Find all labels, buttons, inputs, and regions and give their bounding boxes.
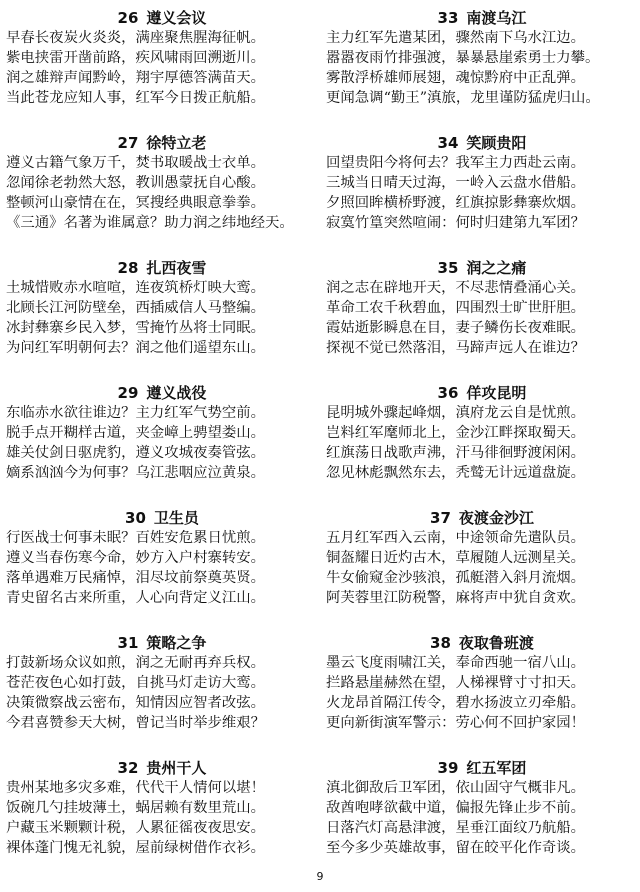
poem-title-text: 笑顾贵阳	[466, 134, 527, 152]
poem-line: 贵州某地多灾多难，代代干人情何以堪！	[6, 780, 266, 796]
poem-line: 更闻急调“勤王”滇旅，龙里谨防猛虎归山。	[326, 90, 600, 106]
poem-line: 户藏玉米颗颗计税，人累征徭夜夜思安。	[6, 820, 266, 836]
poem-line: 霞姑逝影瞬息在目，妻子鳞伤长夜难眠。	[326, 320, 586, 336]
poem-37	[326, 508, 638, 633]
right-column	[326, 8, 638, 883]
poem-title	[326, 508, 638, 528]
poem-number: 30	[125, 509, 146, 527]
poem-title	[326, 258, 638, 278]
poem-line: 雾散浮桥雄师展翅，魂惊黔府中正乱弹。	[326, 70, 586, 86]
poem-title	[326, 133, 638, 153]
poem-line: 探视不觉已然落泪，马蹄声远人在谁边？	[326, 340, 586, 356]
page-number: 9	[316, 870, 324, 883]
poem-title	[6, 758, 318, 778]
poem-line: 阿芙蓉里江防税警，麻将声中犹自贪欢。	[326, 590, 586, 606]
poem-line: 冰封彝寨乡民入梦，雪掩竹丛将士同眠。	[6, 320, 266, 336]
poem-line: 五月红军西入云南，中途领命先遣队员。	[326, 530, 586, 546]
poem-line: 当此苍龙应知人事，红军今日拨正航船。	[6, 90, 266, 106]
poem-line: 三城当日晴天过海，一岭入云盘水借船。	[326, 175, 586, 191]
poem-26	[6, 8, 318, 133]
poem-line: 铜盔耀日近灼古木，草履随人远测星关。	[326, 550, 586, 566]
poem-line: 打鼓新场众议如煎，润之无耐再弃兵权。	[6, 655, 266, 671]
poem-28	[6, 258, 318, 383]
left-column	[6, 8, 318, 883]
poem-line: 整顿河山豪情在在，冥搜经典眼意拳拳。	[6, 195, 266, 211]
poem-number: 28	[117, 259, 139, 277]
poem-line: 寂寞竹篁突然喧闹：何时归建第九军团？	[326, 215, 586, 231]
poem-33	[326, 8, 638, 133]
poem-number: 37	[430, 509, 451, 527]
poem-line: 革命工农千秋碧血，四围烈士旷世肝胆。	[326, 300, 586, 316]
poem-line: 红旗荡日战歌声沸，汗马徘徊野渡闲闲。	[326, 445, 586, 461]
poem-line: 遵义古籍气象万千，焚书取暖战士衣单。	[6, 155, 266, 171]
poem-title	[326, 633, 638, 653]
poem-line: 紫电挟雷开凿前路，疾风啸雨回溯逝川。	[6, 50, 266, 66]
poem-line: 脱手点开糊样古道，夹金嶂上骋望娄山。	[6, 425, 266, 441]
poem-title-text: 夜取鲁班渡	[458, 634, 534, 652]
poem-title-text: 夜渡金沙江	[458, 509, 534, 527]
poem-line: 裸体蓬门愧无礼貌，屋前绿树借作衣衫。	[6, 840, 266, 856]
poem-title-text: 遵义会议	[146, 9, 207, 27]
poem-title-text: 策略之争	[146, 634, 207, 652]
poem-title	[6, 383, 318, 403]
poem-number: 36	[437, 384, 459, 402]
poem-line: 拦路悬崖赫然在望，人梯裸臂寸寸扣天。	[326, 675, 586, 691]
poem-title	[6, 258, 318, 278]
poem-34	[326, 133, 638, 258]
poem-title-text: 红五军团	[466, 759, 527, 777]
poem-line: 昆明城外骤起峰烟，滇府龙云自是忧煎。	[326, 405, 586, 421]
poem-line: 忽见林彪飘然东去，秃鹫无计远道盘旋。	[326, 465, 586, 481]
poem-36	[326, 383, 638, 508]
poem-title	[6, 8, 318, 28]
poem-line: 牛女偷窥金沙骇浪，孤艇潜入斜月流烟。	[326, 570, 586, 586]
poem-title-text: 扎西夜雪	[146, 259, 207, 277]
poem-number: 26	[117, 9, 139, 27]
poem-line: 北顾长江河防壁垒，西插威信人马整编。	[6, 300, 266, 316]
poem-30	[6, 508, 318, 633]
poem-title	[326, 8, 638, 28]
poem-line: 早春长夜炭火炎炎，满座聚焦腥海征帆。	[6, 30, 266, 46]
poem-line: 火龙昂首隔江传令，碧水扬波立刃牵船。	[326, 695, 586, 711]
poem-title	[326, 758, 638, 778]
poem-number: 29	[117, 384, 139, 402]
poem-line: 饭碗几勺挂坡薄土，蜗居赖有数里荒山。	[6, 800, 266, 816]
poem-title-text: 润之之痛	[466, 259, 527, 277]
poem-line: 敌酋咆哮欲截中道，偏报先锋止步不前。	[326, 800, 586, 816]
poem-27	[6, 133, 318, 258]
poem-line: 遵义当春伤寒今命，妙方入户村寨转安。	[6, 550, 266, 566]
poem-line: 墨云飞度雨啸江关，奉命西驰一宿八山。	[326, 655, 586, 671]
poem-line: 滇北御敌后卫军团，依山固守气概非凡。	[326, 780, 586, 796]
poem-line: 《三通》名著为谁属意？助力润之纬地经天。	[6, 215, 294, 231]
poem-line: 岂料红军麾师北上，金沙江畔探取蜀天。	[326, 425, 586, 441]
poem-line: 决策微察战云密布，知情因应智者改弦。	[6, 695, 266, 711]
poem-38	[326, 633, 638, 758]
poem-line: 夕照回眸横桥野渡，红旗掠影彝寨炊烟。	[326, 195, 586, 211]
poem-line: 日落汽灯高悬津渡，星垂江面纹乃航船。	[326, 820, 586, 836]
poem-line: 嚣嚣夜雨竹排强渡，暴暴悬崖索勇士力攀。	[326, 50, 600, 66]
poem-line: 至今多少英雄故事，留在皎平化作奇谈。	[326, 840, 586, 856]
poem-line: 东临赤水欲往谁边？主力红军气势空前。	[6, 405, 266, 421]
poem-line: 润之雄辩声闻黔岭，翔宇厚德答满苗天。	[6, 70, 266, 86]
poem-line: 雄关仗剑日驱虎豹，遵义攻城夜奏管弦。	[6, 445, 266, 461]
poem-number: 34	[437, 134, 459, 152]
poem-line: 嫡系汹汹今为何事？乌江悲咽应泣黄泉。	[6, 465, 266, 481]
poem-number: 39	[437, 759, 459, 777]
poem-title-text: 卫生员	[153, 509, 199, 527]
poem-line: 回望贵阳今将何去？我军主力西赴云南。	[326, 155, 586, 171]
poem-line: 为问红军明朝何去？润之他们遥望东山。	[6, 340, 266, 356]
poem-number: 32	[117, 759, 139, 777]
poem-35	[326, 258, 638, 383]
poem-number: 38	[430, 634, 451, 652]
poem-31	[6, 633, 318, 758]
poem-line: 青史留名古来所重，人心向背定义江山。	[6, 590, 266, 606]
poem-number: 31	[117, 634, 139, 652]
poem-title	[6, 133, 318, 153]
poem-line: 润之志在辟地开天，不尽悲情叠涌心关。	[326, 280, 586, 296]
poem-title	[6, 508, 318, 528]
poem-line: 主力红军先遣某团，骤然南下乌水江边。	[326, 30, 586, 46]
poem-29	[6, 383, 318, 508]
poem-title-text: 遵义战役	[146, 384, 207, 402]
poem-32	[6, 758, 318, 883]
poem-39	[326, 758, 638, 883]
poem-line: 落单遇难万民痛悼，泪尽坟前祭奠英贤。	[6, 570, 266, 586]
poem-title-text: 贵州干人	[146, 759, 207, 777]
poem-number: 35	[437, 259, 459, 277]
poem-line: 更向新街演军警示：劳心何不回护家园！	[326, 715, 586, 731]
poem-line: 苍茫夜色心如打鼓，自挑马灯走访大鸾。	[6, 675, 266, 691]
poem-title	[326, 383, 638, 403]
poem-number: 33	[437, 9, 459, 27]
poem-title	[6, 633, 318, 653]
poem-line: 土城惜败赤水喧喧，连夜筑桥灯映大鸾。	[6, 280, 266, 296]
poem-title-text: 徐特立老	[146, 134, 207, 152]
poem-line: 忽闻徐老勃然大怒，教训愚蒙抚自心酸。	[6, 175, 266, 191]
poem-line: 行医战士何事未眠？百姓安危累日忧煎。	[6, 530, 266, 546]
poem-line: 今君喜赞参天大树，曾记当时举步维艰？	[6, 715, 266, 731]
poem-title-text: 佯攻昆明	[466, 384, 527, 402]
poem-number: 27	[117, 134, 139, 152]
poem-title-text: 南渡乌江	[466, 9, 527, 27]
